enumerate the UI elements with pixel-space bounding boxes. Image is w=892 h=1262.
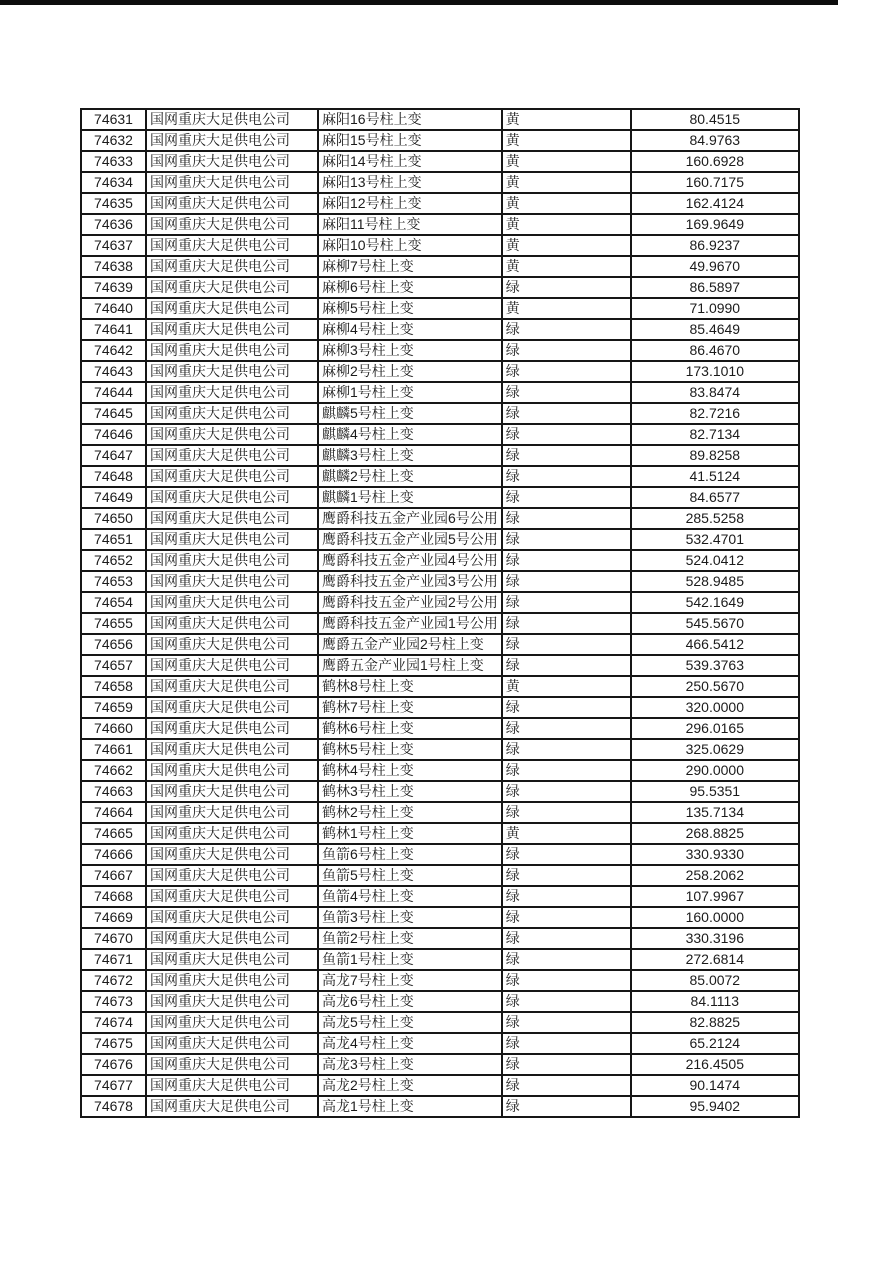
record-id-cell: 74663 bbox=[81, 781, 146, 802]
status-label-cell: 绿 bbox=[502, 613, 631, 634]
record-id-cell: 74671 bbox=[81, 949, 146, 970]
table-row bbox=[81, 991, 799, 1012]
value-cell: 169.9649 bbox=[631, 214, 799, 235]
record-id-cell: 74650 bbox=[81, 508, 146, 529]
company-cell: 国网重庆大足供电公司 bbox=[146, 949, 318, 970]
company-cell: 国网重庆大足供电公司 bbox=[146, 487, 318, 508]
record-id-cell: 74648 bbox=[81, 466, 146, 487]
company-cell: 国网重庆大足供电公司 bbox=[146, 634, 318, 655]
value-cell: 85.0072 bbox=[631, 970, 799, 991]
value-cell: 83.8474 bbox=[631, 382, 799, 403]
value-cell: 80.4515 bbox=[631, 109, 799, 130]
table-row bbox=[81, 634, 799, 655]
value-cell: 84.1113 bbox=[631, 991, 799, 1012]
status-label-cell: 绿 bbox=[502, 991, 631, 1012]
transformer-name-cell: 鹤林2号柱上变 bbox=[318, 802, 502, 823]
value-cell: 82.8825 bbox=[631, 1012, 799, 1033]
transformer-name-cell: 高龙1号柱上变 bbox=[318, 1096, 502, 1117]
company-cell: 国网重庆大足供电公司 bbox=[146, 424, 318, 445]
table-row bbox=[81, 655, 799, 676]
table-row bbox=[81, 193, 799, 214]
company-cell: 国网重庆大足供电公司 bbox=[146, 172, 318, 193]
company-cell: 国网重庆大足供电公司 bbox=[146, 823, 318, 844]
transformer-name-cell: 鹰爵科技五金产业园3号公用 bbox=[318, 571, 502, 592]
status-label-cell: 黄 bbox=[502, 109, 631, 130]
status-label-cell: 黄 bbox=[502, 823, 631, 844]
record-id-cell: 74638 bbox=[81, 256, 146, 277]
company-cell: 国网重庆大足供电公司 bbox=[146, 193, 318, 214]
company-cell: 国网重庆大足供电公司 bbox=[146, 256, 318, 277]
company-cell: 国网重庆大足供电公司 bbox=[146, 718, 318, 739]
value-cell: 330.9330 bbox=[631, 844, 799, 865]
company-cell: 国网重庆大足供电公司 bbox=[146, 319, 318, 340]
company-cell: 国网重庆大足供电公司 bbox=[146, 781, 318, 802]
company-cell: 国网重庆大足供电公司 bbox=[146, 130, 318, 151]
value-cell: 466.5412 bbox=[631, 634, 799, 655]
transformer-name-cell: 高龙6号柱上变 bbox=[318, 991, 502, 1012]
table-row bbox=[81, 1054, 799, 1075]
transformer-name-cell: 鹰爵科技五金产业园2号公用 bbox=[318, 592, 502, 613]
value-cell: 95.9402 bbox=[631, 1096, 799, 1117]
value-cell: 49.9670 bbox=[631, 256, 799, 277]
status-label-cell: 绿 bbox=[502, 466, 631, 487]
transformer-name-cell: 麻阳11号柱上变 bbox=[318, 214, 502, 235]
record-id-cell: 74646 bbox=[81, 424, 146, 445]
record-id-cell: 74668 bbox=[81, 886, 146, 907]
transformer-name-cell: 鹤林8号柱上变 bbox=[318, 676, 502, 697]
value-cell: 272.6814 bbox=[631, 949, 799, 970]
value-cell: 135.7134 bbox=[631, 802, 799, 823]
company-cell: 国网重庆大足供电公司 bbox=[146, 1075, 318, 1096]
record-id-cell: 74658 bbox=[81, 676, 146, 697]
table-row bbox=[81, 865, 799, 886]
value-cell: 524.0412 bbox=[631, 550, 799, 571]
value-cell: 330.3196 bbox=[631, 928, 799, 949]
value-cell: 542.1649 bbox=[631, 592, 799, 613]
table-body bbox=[81, 109, 799, 1117]
table-row bbox=[81, 487, 799, 508]
company-cell: 国网重庆大足供电公司 bbox=[146, 466, 318, 487]
company-cell: 国网重庆大足供电公司 bbox=[146, 907, 318, 928]
transformer-data-table bbox=[80, 108, 800, 1118]
record-id-cell: 74633 bbox=[81, 151, 146, 172]
company-cell: 国网重庆大足供电公司 bbox=[146, 529, 318, 550]
transformer-name-cell: 鱼箭6号柱上变 bbox=[318, 844, 502, 865]
value-cell: 539.3763 bbox=[631, 655, 799, 676]
transformer-name-cell: 鹤林4号柱上变 bbox=[318, 760, 502, 781]
record-id-cell: 74659 bbox=[81, 697, 146, 718]
status-label-cell: 绿 bbox=[502, 865, 631, 886]
status-label-cell: 黄 bbox=[502, 214, 631, 235]
transformer-name-cell: 鱼箭5号柱上变 bbox=[318, 865, 502, 886]
value-cell: 528.9485 bbox=[631, 571, 799, 592]
value-cell: 320.0000 bbox=[631, 697, 799, 718]
status-label-cell: 绿 bbox=[502, 1075, 631, 1096]
transformer-name-cell: 麻柳7号柱上变 bbox=[318, 256, 502, 277]
status-label-cell: 绿 bbox=[502, 319, 631, 340]
transformer-name-cell: 鹰爵五金产业园2号柱上变 bbox=[318, 634, 502, 655]
company-cell: 国网重庆大足供电公司 bbox=[146, 1096, 318, 1117]
transformer-name-cell: 麻柳1号柱上变 bbox=[318, 382, 502, 403]
record-id-cell: 74665 bbox=[81, 823, 146, 844]
status-label-cell: 绿 bbox=[502, 403, 631, 424]
status-label-cell: 绿 bbox=[502, 949, 631, 970]
table-row bbox=[81, 403, 799, 424]
status-label-cell: 黄 bbox=[502, 193, 631, 214]
transformer-name-cell: 鹤林5号柱上变 bbox=[318, 739, 502, 760]
table-row bbox=[81, 592, 799, 613]
company-cell: 国网重庆大足供电公司 bbox=[146, 592, 318, 613]
record-id-cell: 74652 bbox=[81, 550, 146, 571]
transformer-name-cell: 麒麟3号柱上变 bbox=[318, 445, 502, 466]
table-row bbox=[81, 1012, 799, 1033]
table-row bbox=[81, 361, 799, 382]
table-row bbox=[81, 256, 799, 277]
value-cell: 325.0629 bbox=[631, 739, 799, 760]
status-label-cell: 绿 bbox=[502, 529, 631, 550]
table-row bbox=[81, 424, 799, 445]
table-row bbox=[81, 1075, 799, 1096]
value-cell: 41.5124 bbox=[631, 466, 799, 487]
company-cell: 国网重庆大足供电公司 bbox=[146, 214, 318, 235]
transformer-name-cell: 鹤林6号柱上变 bbox=[318, 718, 502, 739]
table-row bbox=[81, 277, 799, 298]
record-id-cell: 74632 bbox=[81, 130, 146, 151]
value-cell: 95.5351 bbox=[631, 781, 799, 802]
value-cell: 86.9237 bbox=[631, 235, 799, 256]
company-cell: 国网重庆大足供电公司 bbox=[146, 802, 318, 823]
status-label-cell: 绿 bbox=[502, 571, 631, 592]
status-label-cell: 绿 bbox=[502, 781, 631, 802]
transformer-name-cell: 麒麟5号柱上变 bbox=[318, 403, 502, 424]
status-label-cell: 绿 bbox=[502, 1033, 631, 1054]
record-id-cell: 74664 bbox=[81, 802, 146, 823]
record-id-cell: 74637 bbox=[81, 235, 146, 256]
company-cell: 国网重庆大足供电公司 bbox=[146, 550, 318, 571]
value-cell: 545.5670 bbox=[631, 613, 799, 634]
value-cell: 82.7216 bbox=[631, 403, 799, 424]
value-cell: 160.6928 bbox=[631, 151, 799, 172]
status-label-cell: 绿 bbox=[502, 277, 631, 298]
status-label-cell: 绿 bbox=[502, 340, 631, 361]
company-cell: 国网重庆大足供电公司 bbox=[146, 445, 318, 466]
record-id-cell: 74639 bbox=[81, 277, 146, 298]
company-cell: 国网重庆大足供电公司 bbox=[146, 991, 318, 1012]
table-row bbox=[81, 739, 799, 760]
company-cell: 国网重庆大足供电公司 bbox=[146, 655, 318, 676]
data-table-container bbox=[80, 108, 800, 1118]
table-row bbox=[81, 235, 799, 256]
company-cell: 国网重庆大足供电公司 bbox=[146, 865, 318, 886]
table-row bbox=[81, 214, 799, 235]
company-cell: 国网重庆大足供电公司 bbox=[146, 886, 318, 907]
transformer-name-cell: 鱼箭3号柱上变 bbox=[318, 907, 502, 928]
value-cell: 268.8825 bbox=[631, 823, 799, 844]
value-cell: 285.5258 bbox=[631, 508, 799, 529]
value-cell: 82.7134 bbox=[631, 424, 799, 445]
transformer-name-cell: 麻柳5号柱上变 bbox=[318, 298, 502, 319]
status-label-cell: 黄 bbox=[502, 298, 631, 319]
table-row bbox=[81, 466, 799, 487]
transformer-name-cell: 鹤林1号柱上变 bbox=[318, 823, 502, 844]
record-id-cell: 74645 bbox=[81, 403, 146, 424]
table-row bbox=[81, 130, 799, 151]
transformer-name-cell: 鹤林7号柱上变 bbox=[318, 697, 502, 718]
status-label-cell: 绿 bbox=[502, 886, 631, 907]
company-cell: 国网重庆大足供电公司 bbox=[146, 676, 318, 697]
status-label-cell: 绿 bbox=[502, 508, 631, 529]
value-cell: 296.0165 bbox=[631, 718, 799, 739]
table-row bbox=[81, 340, 799, 361]
value-cell: 86.4670 bbox=[631, 340, 799, 361]
status-label-cell: 绿 bbox=[502, 1054, 631, 1075]
transformer-name-cell: 鱼箭1号柱上变 bbox=[318, 949, 502, 970]
transformer-name-cell: 麒麟4号柱上变 bbox=[318, 424, 502, 445]
record-id-cell: 74653 bbox=[81, 571, 146, 592]
transformer-name-cell: 麻阳14号柱上变 bbox=[318, 151, 502, 172]
table-row bbox=[81, 949, 799, 970]
status-label-cell: 绿 bbox=[502, 970, 631, 991]
value-cell: 65.2124 bbox=[631, 1033, 799, 1054]
company-cell: 国网重庆大足供电公司 bbox=[146, 340, 318, 361]
transformer-name-cell: 鹰爵科技五金产业园5号公用 bbox=[318, 529, 502, 550]
value-cell: 84.9763 bbox=[631, 130, 799, 151]
company-cell: 国网重庆大足供电公司 bbox=[146, 970, 318, 991]
value-cell: 250.5670 bbox=[631, 676, 799, 697]
company-cell: 国网重庆大足供电公司 bbox=[146, 277, 318, 298]
status-label-cell: 绿 bbox=[502, 928, 631, 949]
transformer-name-cell: 鹰爵科技五金产业园6号公用 bbox=[318, 508, 502, 529]
record-id-cell: 74642 bbox=[81, 340, 146, 361]
status-label-cell: 绿 bbox=[502, 445, 631, 466]
company-cell: 国网重庆大足供电公司 bbox=[146, 697, 318, 718]
table-row bbox=[81, 802, 799, 823]
table-row bbox=[81, 823, 799, 844]
transformer-name-cell: 麻阳13号柱上变 bbox=[318, 172, 502, 193]
record-id-cell: 74678 bbox=[81, 1096, 146, 1117]
company-cell: 国网重庆大足供电公司 bbox=[146, 382, 318, 403]
table-row bbox=[81, 445, 799, 466]
value-cell: 86.5897 bbox=[631, 277, 799, 298]
status-label-cell: 绿 bbox=[502, 1012, 631, 1033]
status-label-cell: 黄 bbox=[502, 676, 631, 697]
status-label-cell: 绿 bbox=[502, 844, 631, 865]
record-id-cell: 74673 bbox=[81, 991, 146, 1012]
company-cell: 国网重庆大足供电公司 bbox=[146, 1012, 318, 1033]
table-row bbox=[81, 613, 799, 634]
transformer-name-cell: 麻阳10号柱上变 bbox=[318, 235, 502, 256]
table-row bbox=[81, 571, 799, 592]
record-id-cell: 74677 bbox=[81, 1075, 146, 1096]
transformer-name-cell: 麻柳4号柱上变 bbox=[318, 319, 502, 340]
value-cell: 160.0000 bbox=[631, 907, 799, 928]
company-cell: 国网重庆大足供电公司 bbox=[146, 1033, 318, 1054]
transformer-name-cell: 高龙3号柱上变 bbox=[318, 1054, 502, 1075]
table-row bbox=[81, 760, 799, 781]
record-id-cell: 74647 bbox=[81, 445, 146, 466]
status-label-cell: 绿 bbox=[502, 697, 631, 718]
record-id-cell: 74636 bbox=[81, 214, 146, 235]
record-id-cell: 74660 bbox=[81, 718, 146, 739]
table-row bbox=[81, 718, 799, 739]
status-label-cell: 黄 bbox=[502, 130, 631, 151]
company-cell: 国网重庆大足供电公司 bbox=[146, 613, 318, 634]
record-id-cell: 74634 bbox=[81, 172, 146, 193]
record-id-cell: 74654 bbox=[81, 592, 146, 613]
value-cell: 89.8258 bbox=[631, 445, 799, 466]
company-cell: 国网重庆大足供电公司 bbox=[146, 508, 318, 529]
transformer-name-cell: 鱼箭2号柱上变 bbox=[318, 928, 502, 949]
record-id-cell: 74644 bbox=[81, 382, 146, 403]
transformer-name-cell: 麻阳16号柱上变 bbox=[318, 109, 502, 130]
status-label-cell: 绿 bbox=[502, 1096, 631, 1117]
transformer-name-cell: 麒麟2号柱上变 bbox=[318, 466, 502, 487]
transformer-name-cell: 麒麟1号柱上变 bbox=[318, 487, 502, 508]
record-id-cell: 74661 bbox=[81, 739, 146, 760]
value-cell: 290.0000 bbox=[631, 760, 799, 781]
company-cell: 国网重庆大足供电公司 bbox=[146, 571, 318, 592]
value-cell: 85.4649 bbox=[631, 319, 799, 340]
status-label-cell: 绿 bbox=[502, 592, 631, 613]
value-cell: 532.4701 bbox=[631, 529, 799, 550]
table-row bbox=[81, 319, 799, 340]
company-cell: 国网重庆大足供电公司 bbox=[146, 235, 318, 256]
table-row bbox=[81, 970, 799, 991]
transformer-name-cell: 麻柳6号柱上变 bbox=[318, 277, 502, 298]
transformer-name-cell: 麻阳12号柱上变 bbox=[318, 193, 502, 214]
company-cell: 国网重庆大足供电公司 bbox=[146, 109, 318, 130]
transformer-name-cell: 鹰爵科技五金产业园1号公用 bbox=[318, 613, 502, 634]
table-row bbox=[81, 1033, 799, 1054]
value-cell: 173.1010 bbox=[631, 361, 799, 382]
company-cell: 国网重庆大足供电公司 bbox=[146, 298, 318, 319]
table-row bbox=[81, 508, 799, 529]
transformer-name-cell: 麻柳3号柱上变 bbox=[318, 340, 502, 361]
status-label-cell: 绿 bbox=[502, 361, 631, 382]
record-id-cell: 74631 bbox=[81, 109, 146, 130]
table-row bbox=[81, 1096, 799, 1117]
status-label-cell: 绿 bbox=[502, 802, 631, 823]
value-cell: 216.4505 bbox=[631, 1054, 799, 1075]
status-label-cell: 绿 bbox=[502, 424, 631, 445]
transformer-name-cell: 高龙7号柱上变 bbox=[318, 970, 502, 991]
company-cell: 国网重庆大足供电公司 bbox=[146, 760, 318, 781]
record-id-cell: 74675 bbox=[81, 1033, 146, 1054]
status-label-cell: 黄 bbox=[502, 151, 631, 172]
status-label-cell: 绿 bbox=[502, 718, 631, 739]
record-id-cell: 74657 bbox=[81, 655, 146, 676]
value-cell: 71.0990 bbox=[631, 298, 799, 319]
record-id-cell: 74667 bbox=[81, 865, 146, 886]
status-label-cell: 黄 bbox=[502, 235, 631, 256]
table-row bbox=[81, 172, 799, 193]
value-cell: 90.1474 bbox=[631, 1075, 799, 1096]
value-cell: 107.9967 bbox=[631, 886, 799, 907]
company-cell: 国网重庆大足供电公司 bbox=[146, 1054, 318, 1075]
transformer-name-cell: 鹤林3号柱上变 bbox=[318, 781, 502, 802]
company-cell: 国网重庆大足供电公司 bbox=[146, 739, 318, 760]
status-label-cell: 黄 bbox=[502, 256, 631, 277]
record-id-cell: 74640 bbox=[81, 298, 146, 319]
table-row bbox=[81, 676, 799, 697]
company-cell: 国网重庆大足供电公司 bbox=[146, 403, 318, 424]
status-label-cell: 绿 bbox=[502, 760, 631, 781]
status-label-cell: 绿 bbox=[502, 550, 631, 571]
table-row bbox=[81, 781, 799, 802]
status-label-cell: 绿 bbox=[502, 487, 631, 508]
record-id-cell: 74641 bbox=[81, 319, 146, 340]
status-label-cell: 绿 bbox=[502, 739, 631, 760]
table-row bbox=[81, 151, 799, 172]
record-id-cell: 74676 bbox=[81, 1054, 146, 1075]
record-id-cell: 74672 bbox=[81, 970, 146, 991]
record-id-cell: 74643 bbox=[81, 361, 146, 382]
record-id-cell: 74655 bbox=[81, 613, 146, 634]
table-row bbox=[81, 907, 799, 928]
record-id-cell: 74662 bbox=[81, 760, 146, 781]
table-row bbox=[81, 298, 799, 319]
record-id-cell: 74666 bbox=[81, 844, 146, 865]
record-id-cell: 74669 bbox=[81, 907, 146, 928]
page-top-edge-bar bbox=[0, 0, 838, 5]
value-cell: 160.7175 bbox=[631, 172, 799, 193]
transformer-name-cell: 高龙2号柱上变 bbox=[318, 1075, 502, 1096]
status-label-cell: 绿 bbox=[502, 655, 631, 676]
table-row bbox=[81, 550, 799, 571]
record-id-cell: 74674 bbox=[81, 1012, 146, 1033]
transformer-name-cell: 麻阳15号柱上变 bbox=[318, 130, 502, 151]
record-id-cell: 74656 bbox=[81, 634, 146, 655]
status-label-cell: 黄 bbox=[502, 172, 631, 193]
transformer-name-cell: 麻柳2号柱上变 bbox=[318, 361, 502, 382]
table-row bbox=[81, 886, 799, 907]
record-id-cell: 74670 bbox=[81, 928, 146, 949]
company-cell: 国网重庆大足供电公司 bbox=[146, 361, 318, 382]
status-label-cell: 绿 bbox=[502, 907, 631, 928]
table-row bbox=[81, 529, 799, 550]
transformer-name-cell: 高龙5号柱上变 bbox=[318, 1012, 502, 1033]
value-cell: 162.4124 bbox=[631, 193, 799, 214]
transformer-name-cell: 鹰爵科技五金产业园4号公用 bbox=[318, 550, 502, 571]
status-label-cell: 绿 bbox=[502, 382, 631, 403]
record-id-cell: 74635 bbox=[81, 193, 146, 214]
company-cell: 国网重庆大足供电公司 bbox=[146, 844, 318, 865]
value-cell: 258.2062 bbox=[631, 865, 799, 886]
table-row bbox=[81, 109, 799, 130]
table-row bbox=[81, 697, 799, 718]
record-id-cell: 74651 bbox=[81, 529, 146, 550]
record-id-cell: 74649 bbox=[81, 487, 146, 508]
transformer-name-cell: 鹰爵五金产业园1号柱上变 bbox=[318, 655, 502, 676]
status-label-cell: 绿 bbox=[502, 634, 631, 655]
table-row bbox=[81, 928, 799, 949]
table-row bbox=[81, 844, 799, 865]
company-cell: 国网重庆大足供电公司 bbox=[146, 151, 318, 172]
value-cell: 84.6577 bbox=[631, 487, 799, 508]
transformer-name-cell: 鱼箭4号柱上变 bbox=[318, 886, 502, 907]
company-cell: 国网重庆大足供电公司 bbox=[146, 928, 318, 949]
transformer-name-cell: 高龙4号柱上变 bbox=[318, 1033, 502, 1054]
table-row bbox=[81, 382, 799, 403]
